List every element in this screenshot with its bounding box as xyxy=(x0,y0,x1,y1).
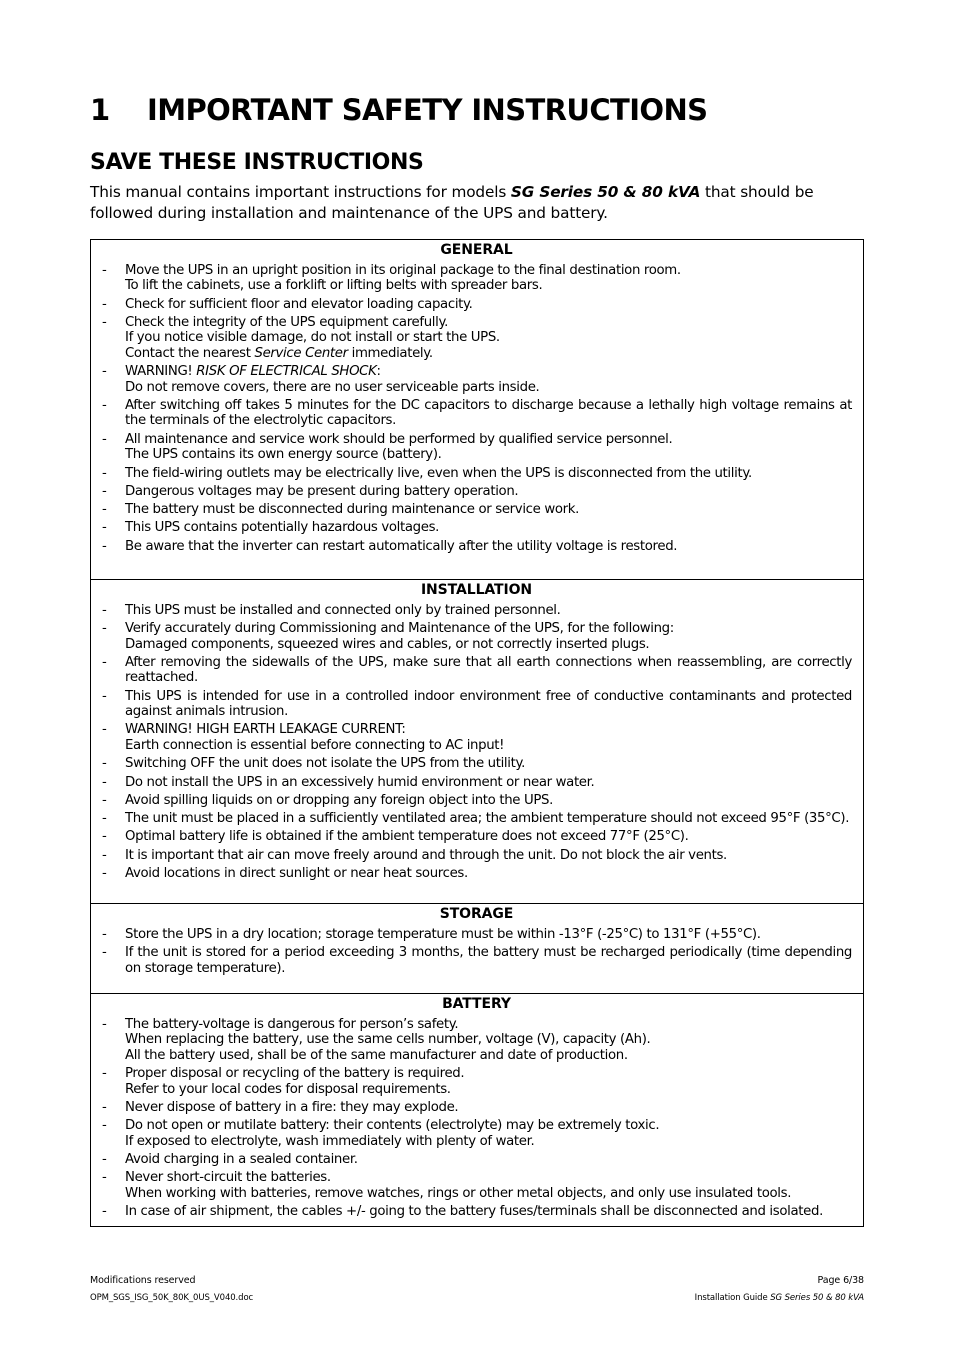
footer-guide-prefix: Installation Guide xyxy=(694,1293,771,1303)
instruction-item xyxy=(101,603,852,619)
instruction-line: When replacing the battery, use the same cells number, voltage (V), capacity (Ah). xyxy=(125,1032,651,1048)
instruction-item xyxy=(101,1204,852,1220)
instruction-line: - Avoid spilling liquids on or dropping any foreign object into the UPS. xyxy=(125,792,554,808)
instruction-line: - Optimal battery life is obtained if the ambient temperature does not exceed 77°F (25°C). xyxy=(125,829,689,845)
instruction-item xyxy=(101,1066,852,1097)
instruction-line: - This UPS is intended for use in a controlled indoor environment free of conductive contaminants and protected against animals intrusion. xyxy=(125,688,852,720)
instruction-list xyxy=(101,263,852,554)
section-battery xyxy=(91,993,863,1226)
instruction-line: - Check the integrity of the UPS equipment carefully. xyxy=(125,314,448,330)
instruction-line: Do not remove covers, there are no user serviceable parts inside. xyxy=(125,379,540,395)
instruction-line: Damaged components, squeezed wires and cables, or not correctly inserted plugs. xyxy=(125,636,650,652)
instruction-item xyxy=(101,655,852,686)
safety-instructions-table xyxy=(90,239,864,1227)
section-storage xyxy=(91,903,863,993)
footer-filename: OPM_SGS_ISG_50K_80K_0US_V040.doc xyxy=(90,1293,254,1303)
instruction-item xyxy=(101,756,852,772)
instruction-item xyxy=(101,398,852,429)
instruction-item xyxy=(101,811,852,827)
intro-text-before: This manual contains important instructions for models xyxy=(90,183,511,201)
instruction-line: - WARNING! HIGH EARTH LEAKAGE CURRENT: xyxy=(125,722,406,738)
instruction-line: - In case of air shipment, the cables +/- going to the battery fuses/terminals shall be disconnected and isolated. xyxy=(125,1204,823,1220)
instruction-item xyxy=(101,466,852,482)
instruction-line: All the battery used, shall be of the same manufacturer and date of production. xyxy=(125,1047,628,1063)
footer-guide-title xyxy=(695,1292,864,1304)
instruction-line: - All maintenance and service work should be performed by qualified service personnel. xyxy=(125,431,673,447)
footer-guide-model: SG Series 50 & 80 kVA xyxy=(770,1293,864,1303)
intro-paragraph xyxy=(90,182,864,224)
instruction-line: - WARNING! RISK OF ELECTRICAL SHOCK: xyxy=(125,364,381,380)
instruction-item xyxy=(101,539,852,555)
save-instructions-heading: SAVE THESE INSTRUCTIONS xyxy=(90,150,424,175)
instruction-line: - Proper disposal or recycling of the battery is required. xyxy=(125,1066,465,1082)
section-title: STORAGE xyxy=(439,906,514,922)
instruction-line: - Be aware that the inverter can restart automatically after the utility voltage is restored. xyxy=(125,538,678,554)
instruction-item xyxy=(101,722,852,753)
instruction-line: - The battery-voltage is dangerous for person’s safety. xyxy=(125,1016,459,1032)
section-installation xyxy=(91,579,863,903)
intro-text-after: that should be followed during installation and maintenance of the UPS and battery. xyxy=(90,183,814,222)
instruction-item xyxy=(101,520,852,536)
instruction-line: If exposed to electrolyte, wash immediately with plenty of water. xyxy=(125,1133,535,1149)
instruction-line: - The field-wiring outlets may be electrically live, even when the UPS is disconnected from the utility. xyxy=(125,465,752,481)
instruction-line: - If the unit is stored for a period exceeding 3 months, the battery must be recharged periodically (time depending on storage temperature). xyxy=(125,945,852,976)
instruction-line: - Avoid locations in direct sunlight or near heat sources. xyxy=(125,866,468,882)
instruction-item xyxy=(101,263,852,294)
instruction-line: - Never dispose of battery in a fire: they may explode. xyxy=(125,1099,459,1115)
instruction-line: - This UPS contains potentially hazardous voltages. xyxy=(125,520,440,536)
instruction-item xyxy=(101,1017,852,1064)
instruction-item xyxy=(101,848,852,864)
instruction-line: - Move the UPS in an upright position in its original package to the final destination room. xyxy=(125,262,681,278)
instruction-line: - Do not install the UPS in an excessively humid environment or near water. xyxy=(125,774,595,790)
instruction-item xyxy=(101,1152,852,1168)
instruction-line: The UPS contains its own energy source (battery). xyxy=(125,447,442,463)
instruction-item xyxy=(101,793,852,809)
instruction-line: - It is important that air can move freely around and through the unit. Do not block the air vents. xyxy=(125,847,727,863)
instruction-line: - Store the UPS in a dry location; storage temperature must be within -13°F (-25°C) to 131°F (+55°C). xyxy=(125,926,761,942)
instruction-item xyxy=(101,621,852,652)
instruction-item xyxy=(101,927,852,943)
instruction-line: - Switching OFF the unit does not isolate the UPS from the utility. xyxy=(125,756,525,772)
chapter-number: 1 xyxy=(90,93,110,127)
instruction-item xyxy=(101,484,852,500)
instruction-line: - After removing the sidewalls of the UPS, make sure that all earth connections when reassembling, are correctly reattached. xyxy=(125,654,852,686)
instruction-item xyxy=(101,297,852,313)
instruction-line: If you notice visible damage, do not install or start the UPS. xyxy=(125,330,500,346)
chapter-title: IMPORTANT SAFETY INSTRUCTIONS xyxy=(147,93,708,127)
instruction-line: - Verify accurately during Commissioning and Maintenance of the UPS, for the following: xyxy=(125,621,674,637)
instruction-item xyxy=(101,689,852,720)
section-title: GENERAL xyxy=(440,242,513,258)
instruction-line: When working with batteries, remove watches, rings or other metal objects, and only use insulated tools. xyxy=(125,1185,792,1201)
instruction-item xyxy=(101,432,852,463)
instruction-line: - Do not open or mutilate battery: their contents (electrolyte) may be extremely toxic. xyxy=(125,1118,660,1134)
instruction-item xyxy=(101,775,852,791)
instruction-line: - The unit must be placed in a sufficiently ventilated area; the ambient temperature should not exceed 95°F (35°C). xyxy=(125,811,850,827)
instruction-line: - Never short-circuit the batteries. xyxy=(125,1170,331,1186)
instruction-list xyxy=(101,603,852,882)
instruction-line: - The battery must be disconnected during maintenance or service work. xyxy=(125,502,579,518)
instruction-line: Refer to your local codes for disposal requirements. xyxy=(125,1081,451,1097)
instruction-line: - Check for sufficient floor and elevator loading capacity. xyxy=(125,296,473,312)
instruction-line: - Dangerous voltages may be present during battery operation. xyxy=(125,483,519,499)
instruction-list xyxy=(101,927,852,976)
instruction-item xyxy=(101,364,852,395)
section-general xyxy=(91,240,863,579)
instruction-line: To lift the cabinets, use a forklift or lifting belts with spreader bars. xyxy=(125,278,543,294)
instruction-line: Earth connection is essential before connecting to AC input! xyxy=(125,737,505,753)
instruction-item xyxy=(101,829,852,845)
instruction-item xyxy=(101,315,852,362)
footer-page-number: Page 6/38 xyxy=(817,1275,864,1286)
intro-model-name: SG Series 50 & 80 kVA xyxy=(510,183,701,201)
instruction-item xyxy=(101,866,852,882)
footer-modifications: Modifications reserved xyxy=(90,1275,196,1286)
instruction-line: - After switching off takes 5 minutes for the DC capacitors to discharge because a lethally high voltage remains at the terminals of the electrolytic capacitors. xyxy=(125,397,852,429)
instruction-item xyxy=(101,502,852,518)
section-title: INSTALLATION xyxy=(420,582,533,598)
instruction-line: - Avoid charging in a sealed container. xyxy=(125,1151,358,1167)
chapter-heading xyxy=(90,90,707,130)
section-title: BATTERY xyxy=(442,996,511,1012)
instruction-item xyxy=(101,1100,852,1116)
instruction-list xyxy=(101,1017,852,1220)
instruction-line: - This UPS must be installed and connected only by trained personnel. xyxy=(125,602,561,618)
instruction-item xyxy=(101,1118,852,1149)
instruction-line: Contact the nearest Service Center immediately. xyxy=(125,345,433,361)
instruction-item xyxy=(101,945,852,976)
instruction-item xyxy=(101,1170,852,1201)
